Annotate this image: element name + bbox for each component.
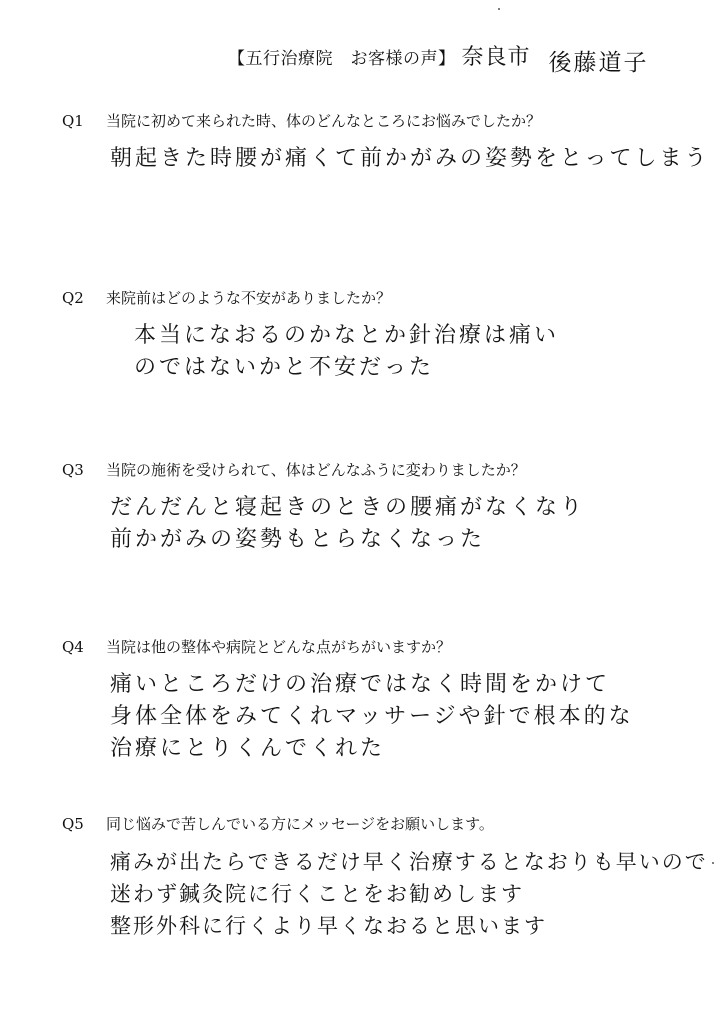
answer [110, 669, 702, 765]
page-header [228, 38, 649, 76]
question-text: 当院は他の整体や病院とどんな点がちがいますか？ [106, 638, 452, 656]
answer [110, 846, 708, 942]
customer-name: 後藤道子 [548, 50, 649, 76]
question [62, 636, 702, 657]
answer-line: 迷わず鍼灸院に行くことをお勧めします [110, 882, 524, 906]
question [62, 813, 702, 834]
question-text: 来院前はどのような不安がありましたか？ [106, 289, 392, 307]
answer-line: 痛いところだけの治療ではなく時間をかけて [110, 672, 611, 697]
scan-speck [498, 8, 500, 10]
question [62, 110, 702, 131]
question-number: Q3 [62, 461, 84, 479]
question [62, 287, 702, 308]
question-number: Q4 [62, 638, 84, 656]
answer-line: だんだんと寝起きのときの腰痛がなくなり [110, 495, 586, 520]
answer-line: 身体全体をみてくれマッサージや針で根本的な [110, 704, 634, 729]
answer [110, 143, 710, 175]
qa-item-5 [62, 813, 708, 942]
qa-item-4 [62, 636, 702, 765]
answer-line: 治療にとりくんでくれた [110, 736, 386, 761]
scan-speck [712, 862, 714, 864]
qa-item-1 [62, 110, 710, 175]
question-number: Q5 [62, 815, 84, 833]
qa-item-3 [62, 459, 702, 556]
answer-line: 本当になおるのかなとか針治療は痛いのではないかと不安だった [134, 323, 560, 380]
question-text: 同じ悩みで苦しんでいる方にメッセージをお願いします。 [106, 815, 494, 833]
question-number: Q1 [62, 112, 84, 130]
question-number: Q2 [62, 289, 84, 307]
question-text: 当院に初めて来られた時、体のどんなところにお悩みでしたか？ [106, 112, 542, 130]
answer-line: 痛みが出たらできるだけ早く治療するとなおりも早いので [110, 850, 708, 874]
answer-line: 整形外科に行くより早くなおると思います [110, 914, 547, 938]
question [62, 459, 702, 480]
question-text: 当院の施術を受けられて、体はどんなふうに変わりましたか？ [106, 461, 526, 479]
answer [110, 492, 702, 556]
qa-item-2 [62, 287, 702, 384]
answer-line: 朝起きた時腰が痛くて前かがみの姿勢をとってしまう [110, 146, 710, 171]
answer-line: 前かがみの姿勢もとらなくなった [110, 527, 486, 552]
header-title: 【五行治療院 お客様の声】 [228, 49, 456, 69]
header-city: 奈良市 [461, 45, 531, 70]
answer [134, 320, 574, 384]
